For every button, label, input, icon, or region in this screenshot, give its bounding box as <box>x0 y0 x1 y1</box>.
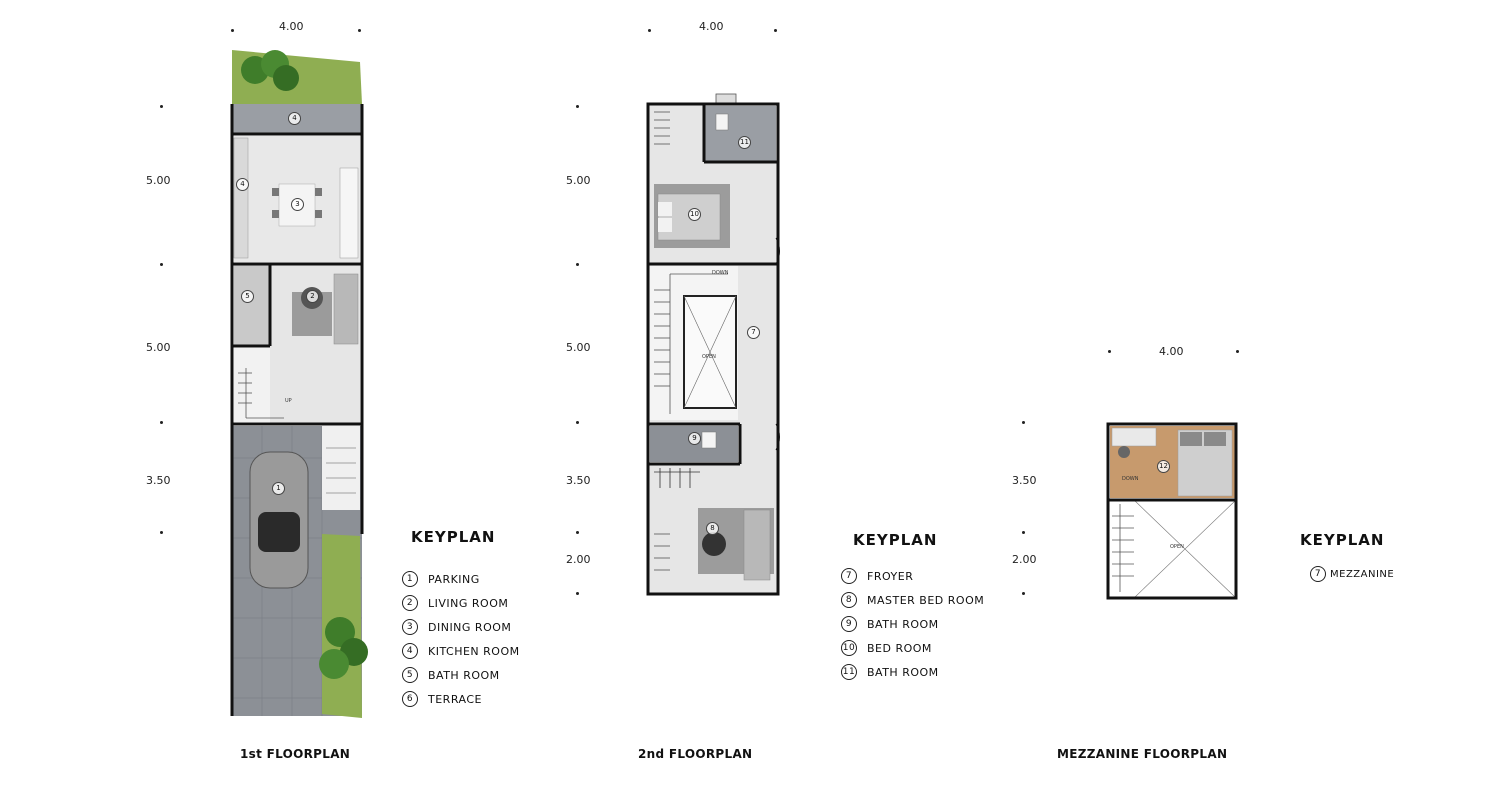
keyplan-label: BATH ROOM <box>867 617 939 631</box>
tree-icon <box>319 649 349 679</box>
floorplan-caption: 1st FLOORPLAN <box>240 747 351 761</box>
keyplan-label: BED ROOM <box>867 641 932 655</box>
dimension-dot <box>160 263 163 266</box>
keyplan-item <box>402 639 520 663</box>
dimension-dot <box>358 29 361 32</box>
dimension-dot <box>1022 531 1025 534</box>
depth-dimension-label: 2.00 <box>1012 553 1037 566</box>
room-marker: 2 <box>306 290 319 303</box>
keyplan-label: BATH ROOM <box>428 668 500 682</box>
entry-steps <box>322 426 360 510</box>
dimension-dot <box>160 531 163 534</box>
room-marker: 11 <box>738 136 751 149</box>
pillow <box>658 202 672 216</box>
chair <box>315 210 322 218</box>
dimension-dot <box>160 105 163 108</box>
keyplan-label: LIVING ROOM <box>428 596 509 610</box>
dimension-dot <box>1022 592 1025 595</box>
pillow <box>1204 432 1226 446</box>
dimension-dot <box>1108 350 1111 353</box>
room-marker: 8 <box>706 522 719 535</box>
keyplan-number: 7 <box>841 568 857 584</box>
pillow <box>658 218 672 232</box>
first-floor-svg <box>222 38 382 724</box>
room-marker: 5 <box>241 290 254 303</box>
room-marker: 3 <box>291 198 304 211</box>
keyplan-label: MASTER BED ROOM <box>867 593 985 607</box>
keyplan-number: 8 <box>841 592 857 608</box>
dimension-dot <box>1022 421 1025 424</box>
depth-dimension-label: 5.00 <box>566 341 591 354</box>
keyplan-title: KEYPLAN <box>411 528 496 546</box>
keyplan-label: KITCHEN ROOM <box>428 644 520 658</box>
width-dimension-label: 4.00 <box>1159 345 1184 358</box>
lamp <box>702 532 726 556</box>
dimension-dot <box>160 421 163 424</box>
room-marker: 12 <box>1157 460 1170 473</box>
chair <box>272 188 279 196</box>
keyplan-number: 10 <box>841 640 857 656</box>
second-floor-drawing <box>640 90 788 602</box>
keyplan-number: 11 <box>841 664 857 680</box>
sofa <box>744 510 770 580</box>
keyplan-title: KEYPLAN <box>853 531 938 549</box>
room-marker: 9 <box>688 432 701 445</box>
stair-label: UP <box>285 398 292 404</box>
pillow <box>1180 432 1202 446</box>
sofa <box>334 274 358 344</box>
room-marker: 4 <box>288 112 301 125</box>
keyplan-item <box>402 567 520 591</box>
chair <box>1118 446 1130 458</box>
floorplan-caption: 2nd FLOORPLAN <box>638 747 753 761</box>
keyplan-label: MEZZANINE <box>1330 568 1395 580</box>
toilet <box>702 432 716 448</box>
mezzanine-svg <box>1100 416 1246 606</box>
room-marker: 1 <box>272 482 285 495</box>
keyplan-item <box>841 660 984 684</box>
keyplan-number: 9 <box>841 616 857 632</box>
keyplan-label: FROYER <box>867 569 914 583</box>
depth-dimension-label: 2.00 <box>566 553 591 566</box>
room-marker: 10 <box>688 208 701 221</box>
keyplan-item <box>1310 562 1394 586</box>
keyplan-list <box>841 564 984 684</box>
keyplan-item <box>402 663 520 687</box>
keyplan-label: TERRACE <box>428 692 482 706</box>
chair <box>315 188 322 196</box>
keyplan-number: 6 <box>402 691 418 707</box>
open-label: OPEN <box>702 354 716 360</box>
keyplan-number: 3 <box>402 619 418 635</box>
open-label: OPEN <box>1170 544 1184 550</box>
kitchen-counter <box>234 138 248 258</box>
toilet <box>716 114 728 130</box>
keyplan-item <box>841 612 984 636</box>
keyplan-number: 5 <box>402 667 418 683</box>
dimension-dot <box>648 29 651 32</box>
dimension-dot <box>774 29 777 32</box>
keyplan-item <box>402 687 520 711</box>
keyplan-item <box>402 615 520 639</box>
room-marker: 7 <box>747 326 760 339</box>
dimension-dot <box>1236 350 1239 353</box>
keyplan-label: BATH ROOM <box>867 665 939 679</box>
keyplan-label: PARKING <box>428 572 480 586</box>
keyplan-number: 7 <box>1310 566 1326 582</box>
stair-label: DOWN <box>712 270 729 276</box>
room-marker: 4 <box>236 178 249 191</box>
floorplan-caption: MEZZANINE FLOORPLAN <box>1057 747 1228 761</box>
keyplan-number: 2 <box>402 595 418 611</box>
depth-dimension-label: 5.00 <box>146 341 171 354</box>
stair-area <box>234 348 270 422</box>
car-roof <box>258 512 300 552</box>
dimension-dot <box>576 263 579 266</box>
keyplan-label: DINING ROOM <box>428 620 512 634</box>
keyplan-item <box>841 564 984 588</box>
keyplan-list <box>402 567 520 711</box>
dimension-dot <box>576 105 579 108</box>
depth-dimension-label: 3.50 <box>146 474 171 487</box>
keyplan-title: KEYPLAN <box>1300 531 1385 549</box>
tree-icon <box>273 65 299 91</box>
first-floor-drawing <box>222 38 382 724</box>
keyplan-item <box>402 591 520 615</box>
chair <box>272 210 279 218</box>
width-dimension-label: 4.00 <box>279 20 304 33</box>
width-dimension-label: 4.00 <box>699 20 724 33</box>
depth-dimension-label: 5.00 <box>566 174 591 187</box>
dimension-dot <box>576 531 579 534</box>
keyplan-list <box>1310 562 1394 586</box>
depth-dimension-label: 3.50 <box>1012 474 1037 487</box>
dimension-dot <box>576 421 579 424</box>
keyplan-number: 1 <box>402 571 418 587</box>
keyplan-number: 4 <box>402 643 418 659</box>
bath-11-floor <box>704 106 776 162</box>
mezzanine-drawing <box>1100 416 1246 606</box>
keyplan-item <box>841 588 984 612</box>
dining-bench <box>340 168 358 258</box>
desk <box>1112 428 1156 446</box>
depth-dimension-label: 3.50 <box>566 474 591 487</box>
dimension-dot <box>576 592 579 595</box>
depth-dimension-label: 5.00 <box>146 174 171 187</box>
keyplan-item <box>841 636 984 660</box>
dimension-dot <box>231 29 234 32</box>
bath-floor <box>234 264 270 346</box>
stair-label: DOWN <box>1122 476 1139 482</box>
